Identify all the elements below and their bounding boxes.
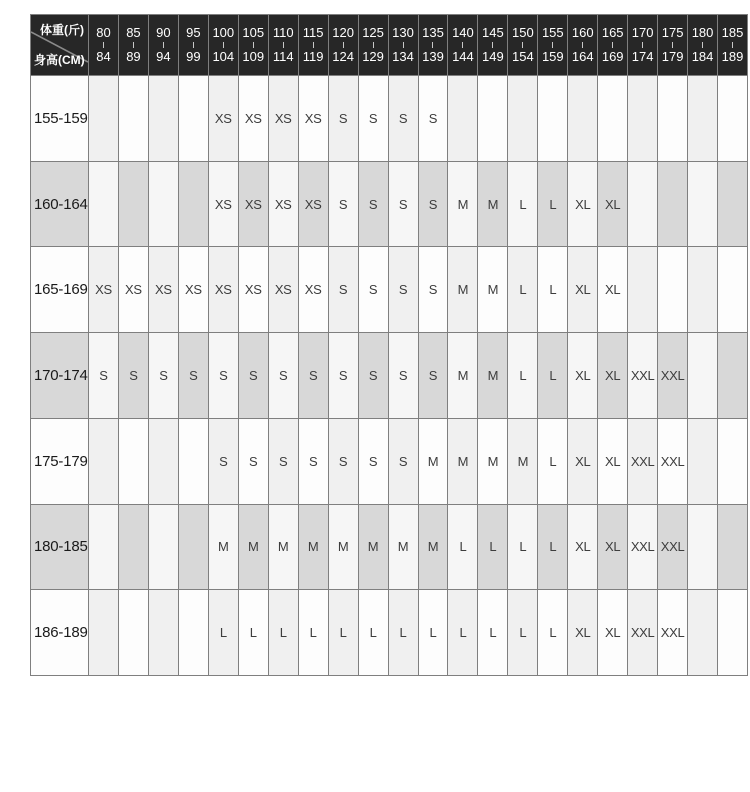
size-cell: L	[209, 590, 238, 675]
size-cell: S	[329, 162, 358, 247]
size-cell	[149, 76, 178, 161]
size-cell	[89, 505, 118, 590]
size-cell	[119, 76, 148, 161]
size-cell: L	[508, 590, 537, 675]
size-cell	[688, 162, 717, 247]
size-cell: M	[478, 162, 507, 247]
size-cell: XS	[299, 76, 328, 161]
size-cell: S	[209, 333, 238, 418]
size-cell: L	[478, 505, 507, 590]
size-cell: M	[448, 162, 477, 247]
size-cell: S	[389, 162, 418, 247]
size-cell: M	[359, 505, 388, 590]
size-cell	[718, 333, 747, 418]
size-cell	[89, 76, 118, 161]
size-cell: L	[269, 590, 298, 675]
size-cell: XXL	[628, 590, 657, 675]
size-cell: S	[89, 333, 118, 418]
size-cell: L	[329, 590, 358, 675]
size-cell	[568, 76, 597, 161]
size-cell: M	[329, 505, 358, 590]
size-cell: S	[299, 419, 328, 504]
size-cell: L	[299, 590, 328, 675]
height-row-label: 180-185	[31, 505, 88, 590]
size-cell: M	[478, 333, 507, 418]
height-axis-label: 身高(CM)	[34, 53, 85, 67]
size-cell: XS	[209, 76, 238, 161]
size-cell	[179, 162, 208, 247]
size-cell	[508, 76, 537, 161]
size-cell	[89, 590, 118, 675]
size-cell: S	[149, 333, 178, 418]
size-cell: XS	[89, 247, 118, 332]
size-cell	[119, 162, 148, 247]
weight-header-cell: 135 139	[419, 15, 448, 75]
size-cell	[688, 505, 717, 590]
weight-header-cell: 185 189	[718, 15, 747, 75]
size-cell	[688, 333, 717, 418]
size-cell	[538, 76, 567, 161]
size-cell	[718, 76, 747, 161]
size-cell: L	[419, 590, 448, 675]
weight-header-cell: 120 124	[329, 15, 358, 75]
size-cell	[658, 76, 687, 161]
weight-header-cell: 80 84	[89, 15, 118, 75]
size-cell	[718, 505, 747, 590]
size-cell	[718, 419, 747, 504]
size-cell: S	[389, 419, 418, 504]
height-row-label: 186-189	[31, 590, 88, 675]
size-cell	[448, 76, 477, 161]
size-cell: L	[389, 590, 418, 675]
size-cell: XS	[209, 247, 238, 332]
size-cell: S	[239, 333, 268, 418]
size-cell: S	[359, 419, 388, 504]
weight-header-cell: 100 104	[209, 15, 238, 75]
height-row-label: 160-164	[31, 162, 88, 247]
size-cell: S	[329, 333, 358, 418]
size-cell: XL	[598, 505, 627, 590]
size-cell	[658, 247, 687, 332]
size-cell: M	[239, 505, 268, 590]
size-cell: XL	[598, 162, 627, 247]
size-cell: S	[269, 419, 298, 504]
size-cell: M	[389, 505, 418, 590]
size-cell: L	[239, 590, 268, 675]
size-cell	[688, 419, 717, 504]
weight-axis-label: 体重(斤)	[40, 23, 84, 37]
size-cell: XS	[239, 162, 268, 247]
size-cell: XL	[568, 505, 597, 590]
size-cell: L	[448, 590, 477, 675]
size-cell: XXL	[658, 333, 687, 418]
size-cell: M	[269, 505, 298, 590]
size-cell: XS	[269, 247, 298, 332]
size-cell: M	[508, 419, 537, 504]
size-cell	[119, 505, 148, 590]
size-cell: S	[329, 247, 358, 332]
size-cell: XL	[568, 419, 597, 504]
size-cell: L	[448, 505, 477, 590]
weight-header-cell: 180 184	[688, 15, 717, 75]
size-cell: XXL	[628, 505, 657, 590]
size-cell: M	[419, 505, 448, 590]
weight-header-cell: 175 179	[658, 15, 687, 75]
size-cell: XS	[299, 162, 328, 247]
weight-header-cell: 150 154	[508, 15, 537, 75]
size-cell: XS	[179, 247, 208, 332]
size-cell: L	[538, 162, 567, 247]
size-cell: L	[508, 505, 537, 590]
size-cell: S	[329, 419, 358, 504]
size-cell	[149, 505, 178, 590]
size-cell	[598, 76, 627, 161]
size-cell	[149, 419, 178, 504]
size-cell: S	[389, 76, 418, 161]
size-cell: XL	[598, 247, 627, 332]
size-cell: XL	[568, 590, 597, 675]
height-row-label: 175-179	[31, 419, 88, 504]
corner-header-cell	[31, 15, 88, 75]
size-cell: S	[419, 333, 448, 418]
size-cell: S	[359, 162, 388, 247]
weight-header-cell: 145 149	[478, 15, 507, 75]
size-cell	[179, 419, 208, 504]
weight-header-cell: 170 174	[628, 15, 657, 75]
size-cell: M	[478, 247, 507, 332]
size-cell	[688, 247, 717, 332]
size-cell	[119, 419, 148, 504]
size-cell: S	[119, 333, 148, 418]
size-cell: L	[538, 505, 567, 590]
weight-header-cell: 90 94	[149, 15, 178, 75]
size-cell	[179, 505, 208, 590]
size-cell	[658, 162, 687, 247]
size-cell	[149, 162, 178, 247]
weight-header-cell: 155 159	[538, 15, 567, 75]
size-cell: S	[359, 76, 388, 161]
size-cell	[718, 590, 747, 675]
size-cell	[478, 76, 507, 161]
size-cell	[628, 247, 657, 332]
size-cell	[718, 247, 747, 332]
weight-header-cell: 125 129	[359, 15, 388, 75]
size-cell: XS	[239, 76, 268, 161]
size-cell: XL	[598, 333, 627, 418]
weight-header-cell: 130 134	[389, 15, 418, 75]
size-cell: M	[448, 247, 477, 332]
size-cell: XL	[598, 419, 627, 504]
size-cell	[688, 590, 717, 675]
size-cell: XL	[568, 333, 597, 418]
size-cell: XS	[209, 162, 238, 247]
size-cell: L	[508, 247, 537, 332]
size-cell: M	[448, 333, 477, 418]
size-cell: L	[538, 419, 567, 504]
size-cell: S	[179, 333, 208, 418]
size-cell: L	[478, 590, 507, 675]
size-cell: XS	[119, 247, 148, 332]
size-cell	[628, 76, 657, 161]
size-cell	[628, 162, 657, 247]
weight-header-cell: 85 89	[119, 15, 148, 75]
height-row-label: 170-174	[31, 333, 88, 418]
size-cell: XS	[149, 247, 178, 332]
size-cell	[89, 162, 118, 247]
size-cell	[718, 162, 747, 247]
size-cell: XL	[598, 590, 627, 675]
size-cell: XS	[239, 247, 268, 332]
size-cell: XS	[269, 162, 298, 247]
size-cell: M	[209, 505, 238, 590]
size-cell: M	[478, 419, 507, 504]
size-cell: XXL	[658, 419, 687, 504]
weight-header-cell: 115 119	[299, 15, 328, 75]
size-cell	[119, 590, 148, 675]
size-cell	[179, 76, 208, 161]
size-cell: S	[419, 247, 448, 332]
size-cell: XXL	[658, 590, 687, 675]
size-cell: XS	[299, 247, 328, 332]
size-cell: S	[359, 333, 388, 418]
size-cell: M	[299, 505, 328, 590]
weight-header-cell: 95 99	[179, 15, 208, 75]
height-row-label: 155-159	[31, 76, 88, 161]
size-cell: L	[359, 590, 388, 675]
size-cell: XL	[568, 247, 597, 332]
size-cell: S	[419, 76, 448, 161]
size-cell: S	[269, 333, 298, 418]
weight-header-cell: 140 144	[448, 15, 477, 75]
size-cell: S	[209, 419, 238, 504]
size-cell: XS	[269, 76, 298, 161]
size-cell: S	[359, 247, 388, 332]
size-cell: S	[419, 162, 448, 247]
size-cell	[179, 590, 208, 675]
size-cell: L	[538, 247, 567, 332]
size-cell: L	[508, 162, 537, 247]
weight-header-cell: 165 169	[598, 15, 627, 75]
weight-header-cell: 105 109	[239, 15, 268, 75]
size-cell	[688, 76, 717, 161]
size-cell	[89, 419, 118, 504]
size-cell: S	[329, 76, 358, 161]
size-cell: L	[538, 590, 567, 675]
weight-header-cell: 160 164	[568, 15, 597, 75]
size-cell: S	[389, 247, 418, 332]
height-row-label: 165-169	[31, 247, 88, 332]
size-cell: XXL	[658, 505, 687, 590]
size-cell: S	[389, 333, 418, 418]
weight-header-cell: 110 114	[269, 15, 298, 75]
size-cell	[149, 590, 178, 675]
size-cell: M	[448, 419, 477, 504]
size-cell: L	[538, 333, 567, 418]
size-chart-table	[30, 14, 748, 676]
size-cell: S	[299, 333, 328, 418]
size-cell: M	[419, 419, 448, 504]
size-cell: L	[508, 333, 537, 418]
size-cell: XXL	[628, 419, 657, 504]
size-cell: S	[239, 419, 268, 504]
size-cell: XL	[568, 162, 597, 247]
size-cell: XXL	[628, 333, 657, 418]
